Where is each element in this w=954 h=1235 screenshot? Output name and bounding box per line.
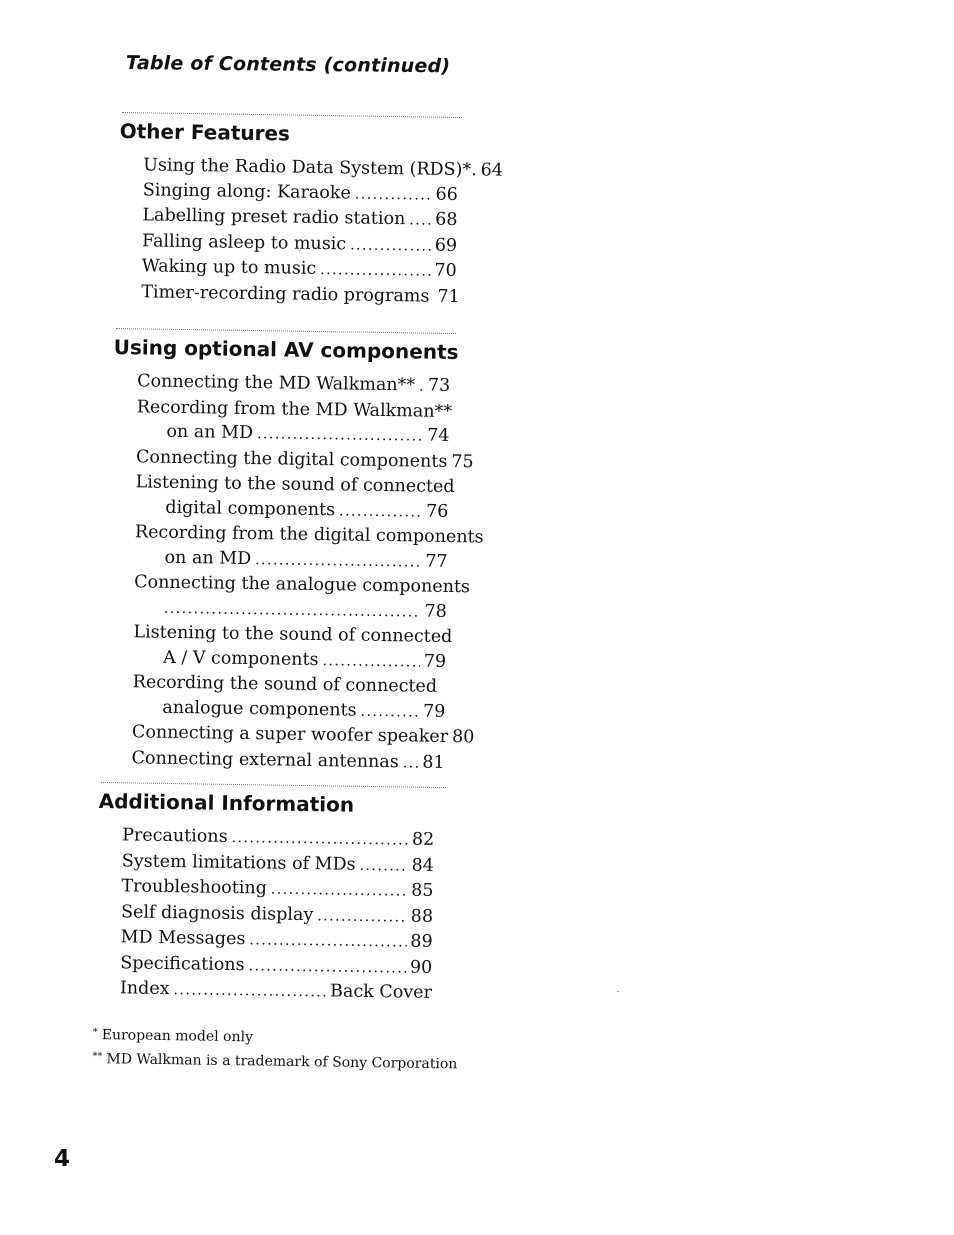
toc-entry[interactable] <box>133 620 453 675</box>
toc-entry[interactable] <box>132 670 446 725</box>
footnotes <box>92 1022 458 1075</box>
entry-title: Labelling preset radio station <box>142 205 406 230</box>
entry-title-continuation: analogue components <box>162 697 357 721</box>
dot-leader <box>231 826 408 853</box>
dot-leader <box>317 904 407 930</box>
toc-entry[interactable] <box>131 746 444 776</box>
entry-title: Recording from the digital components <box>134 522 484 548</box>
toc-entry-list <box>131 369 484 776</box>
dot-leader <box>271 878 408 905</box>
section-title: Using optional AV components <box>113 334 459 365</box>
dot-leader <box>359 853 407 878</box>
section-additional-information <box>98 782 446 1007</box>
dot-leader <box>248 954 406 981</box>
entry-page-number: 73 <box>427 375 451 396</box>
entry-title-continuation: on an MD <box>166 421 254 444</box>
toc-entry[interactable] <box>134 570 471 625</box>
entry-title: Self diagnosis display <box>120 901 314 925</box>
entry-title: Using the Radio Data System (RDS)*. <box>143 155 477 181</box>
entry-title: Troubleshooting <box>121 876 268 899</box>
scan-speck <box>617 991 619 992</box>
dot-leader <box>257 422 423 449</box>
entry-title: Connecting a super woofer speaker <box>131 722 449 747</box>
dot-leader <box>403 751 419 776</box>
entry-page-number: 80 <box>451 727 475 748</box>
entry-page-number: 71 <box>437 286 460 307</box>
entry-title: Listening to the sound of connected <box>133 622 453 648</box>
dot-leader <box>164 596 421 624</box>
dot-leader <box>360 699 419 724</box>
entry-page-number: 64 <box>480 160 504 181</box>
entry-title: Waking up to music <box>141 256 317 279</box>
dot-leader <box>419 375 424 400</box>
entry-title: Recording from the MD Walkman** <box>136 396 453 422</box>
entry-title: Timer-recording radio programs <box>141 281 430 307</box>
entry-page-number: 89 <box>410 931 433 952</box>
entry-page-number: 82 <box>411 829 435 850</box>
section-divider <box>122 112 462 118</box>
toc-entry-list <box>141 153 504 310</box>
entry-title: Recording the sound of connected <box>132 672 438 697</box>
footnote-mark: * <box>92 1026 98 1039</box>
entry-title: MD Messages <box>120 927 246 950</box>
entry-page-number: 74 <box>427 425 450 446</box>
entry-page-number: 69 <box>434 235 458 256</box>
toc-entry[interactable] <box>135 470 455 525</box>
toc-entry[interactable] <box>134 520 484 575</box>
toc-entry-list <box>120 823 435 1006</box>
entry-page-number: 79 <box>422 701 446 722</box>
entry-page-number: 78 <box>424 601 447 622</box>
entry-page-number: 68 <box>435 209 458 230</box>
dot-leader <box>355 182 432 208</box>
dot-leader <box>255 548 421 575</box>
entry-title: Precautions <box>122 825 228 847</box>
entry-page-number: 88 <box>410 906 434 927</box>
toc-entry[interactable] <box>136 395 453 450</box>
entry-title-continuation: A / V components <box>162 647 319 670</box>
page-number: 4 <box>54 1146 71 1172</box>
section-av-components <box>109 328 484 776</box>
dot-leader <box>350 233 431 259</box>
entry-title: Singing along: Karaoke <box>142 179 351 203</box>
toc-entry[interactable] <box>120 976 432 1006</box>
dot-leader <box>249 928 406 955</box>
dot-leader <box>173 978 326 1005</box>
footnote-mark: ** <box>92 1050 103 1063</box>
entry-page-number: 76 <box>425 501 449 522</box>
toc-entry[interactable] <box>141 280 460 310</box>
dot-leader <box>339 499 422 525</box>
entry-title: Connecting the digital components <box>135 446 448 472</box>
entry-title: Specifications <box>120 952 245 975</box>
section-title: Other Features <box>119 118 291 146</box>
entry-title: Connecting external antennas <box>131 747 399 772</box>
entry-title: Connecting the MD Walkman** <box>137 371 416 396</box>
entry-page-number: 84 <box>411 855 434 876</box>
entry-page-number: 66 <box>435 184 458 205</box>
section-other-features <box>119 112 504 310</box>
entry-page-number: 85 <box>410 880 434 901</box>
entry-title: Connecting the analogue components <box>134 572 471 598</box>
entry-title: System limitations of MDs <box>121 850 356 875</box>
footnote-text: MD Walkman is a trademark of Sony Corporation <box>106 1051 458 1073</box>
entry-page-number: 81 <box>422 752 445 773</box>
entry-title-continuation: digital components <box>165 497 336 520</box>
footnote-text: European model only <box>101 1027 254 1046</box>
dot-leader <box>320 258 431 284</box>
entry-page-number: 77 <box>425 551 448 572</box>
dot-leader <box>409 208 431 233</box>
dot-leader <box>322 649 420 675</box>
section-divider <box>116 328 456 334</box>
page-title: Table of Contents (continued) <box>125 52 451 78</box>
section-divider <box>101 782 446 788</box>
entry-page-number: 70 <box>434 260 457 281</box>
entry-title: Listening to the sound of connected <box>135 472 455 498</box>
entry-page-number: 90 <box>409 957 433 978</box>
entry-page-number: 79 <box>423 651 447 672</box>
entry-title: Falling asleep to music <box>141 230 347 254</box>
section-title: Additional Information <box>98 788 355 817</box>
entry-title-continuation: on an MD <box>164 547 252 569</box>
footnote <box>92 1046 457 1075</box>
entry-page-number: 75 <box>451 451 474 472</box>
entry-title: Index <box>119 978 170 1000</box>
entry-page-number: Back Cover <box>329 981 433 1003</box>
